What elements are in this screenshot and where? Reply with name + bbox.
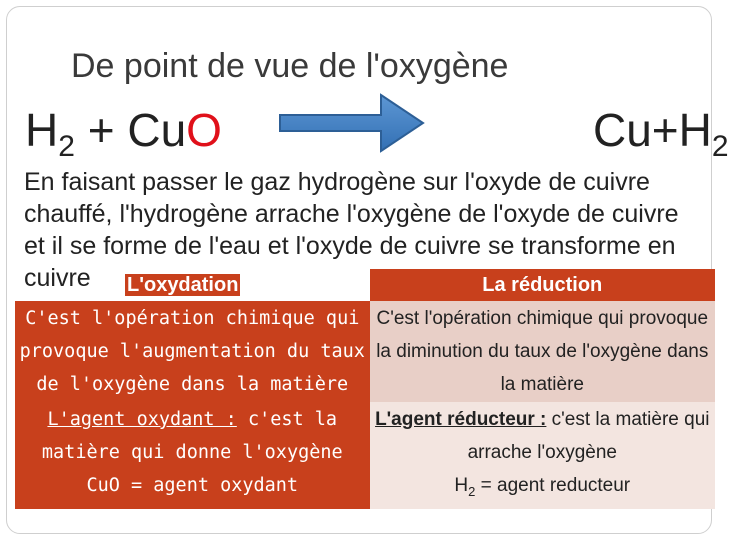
equation-reactants (25, 103, 222, 164)
reducing-agent-equation-h: H (454, 475, 469, 496)
oxidizing-agent-cell (15, 402, 370, 509)
reducing-agent-cell (370, 402, 715, 509)
oxidation-definition: C'est l'opération chimique qui provoque l'augmentation du taux de l'oxygène dans la matière (15, 301, 370, 402)
equation-products (593, 103, 729, 164)
reducing-agent-term: L'agent réducteur : (375, 409, 547, 430)
reducing-agent-definition: c'est la matière qui arrache l'oxygène (467, 409, 710, 463)
slide-title: De point de vue de l'oxygène (71, 47, 509, 85)
reaction-arrow-icon (277, 91, 427, 155)
products-subscript: 2 (711, 130, 729, 163)
header-oxidation: L'oxydation (127, 273, 239, 296)
table-row (15, 301, 715, 402)
header-reduction: La réduction (370, 269, 715, 301)
reactant-h-subscript: 2 (58, 130, 75, 163)
reduction-definition: C'est l'opération chimique qui provoque la diminution du taux de l'oxygène dans la matière (370, 301, 715, 402)
reactant-h: H (25, 104, 59, 156)
table-header-row (15, 269, 715, 301)
oxidizing-agent-term: L'agent oxydant : (47, 409, 237, 430)
reducing-agent-equation-subscript: 2 (468, 483, 476, 499)
reducing-agent-equation-rest: = agent reducteur (475, 475, 631, 496)
comparison-table (15, 269, 715, 509)
table-row (15, 402, 715, 509)
oxidizing-agent-equation: CuO = agent oxydant (86, 475, 299, 496)
oxidizing-agent-definition: c'est la matière qui donne l'oxygène (41, 409, 343, 463)
slide-frame (6, 6, 729, 534)
products-text: Cu+H (593, 104, 712, 156)
reactant-plus-cu: + Cu (74, 104, 187, 156)
explanation-paragraph: En faisant passer le gaz hydrogène sur l'oxyde de cuivre chauffé, l'hydrogène arrache l'oxygène de l'oxyde de cuivre et il se forme de l'eau et l'oxyde de cuivre se transforme en cuivre (24, 168, 679, 292)
reactant-oxygen: O (186, 104, 222, 156)
